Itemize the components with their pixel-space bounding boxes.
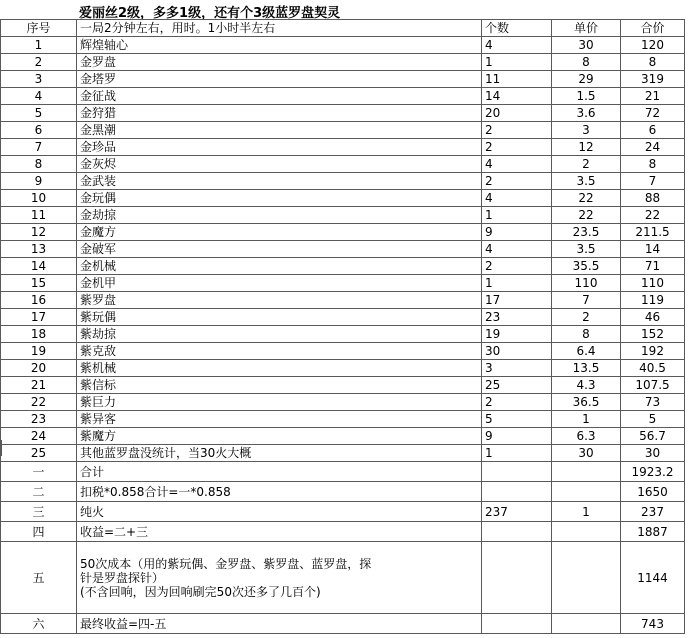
- cell-qty[interactable]: 2: [482, 394, 552, 411]
- cell-total[interactable]: 7: [621, 173, 685, 190]
- cell-seq[interactable]: 20: [1, 360, 77, 377]
- cell-name[interactable]: 金机甲: [77, 275, 482, 292]
- cell-qty[interactable]: 19: [482, 326, 552, 343]
- table-row: [1, 445, 685, 462]
- table-row: [1, 343, 685, 360]
- cell-price[interactable]: [552, 462, 621, 482]
- cell-seq[interactable]: 六: [1, 614, 77, 634]
- cell-total[interactable]: 110: [621, 275, 685, 292]
- cell-price[interactable]: 3.5: [552, 241, 621, 258]
- cell-price[interactable]: 22: [552, 190, 621, 207]
- cell-name[interactable]: 金玩偶: [77, 190, 482, 207]
- cell-seq[interactable]: 14: [1, 258, 77, 275]
- table-row: [1, 88, 685, 105]
- cell-name[interactable]: 金征战: [77, 88, 482, 105]
- cell-seq[interactable]: 二: [1, 482, 77, 502]
- cell-total[interactable]: 119: [621, 292, 685, 309]
- cell-price[interactable]: 6.4: [552, 343, 621, 360]
- cell-name[interactable]: 金罗盘: [77, 54, 482, 71]
- cell-qty[interactable]: 4: [482, 37, 552, 54]
- cell-seq[interactable]: 5: [1, 105, 77, 122]
- cell-total[interactable]: 120: [621, 37, 685, 54]
- cell-total[interactable]: 237: [621, 502, 685, 522]
- cell-name[interactable]: 金魔方: [77, 224, 482, 241]
- cell-seq[interactable]: 8: [1, 156, 77, 173]
- cell-qty[interactable]: 23: [482, 309, 552, 326]
- cost-text-line3: (不含回响，因为回响刷完50次还多了几百个): [80, 584, 321, 599]
- cell-seq[interactable]: 23: [1, 411, 77, 428]
- cell-price[interactable]: 35.5: [552, 258, 621, 275]
- cell-seq[interactable]: 3: [1, 71, 77, 88]
- header-seq[interactable]: 序号: [1, 20, 77, 37]
- cell-name[interactable]: 辉煌轴心: [77, 37, 482, 54]
- cell-price[interactable]: 30: [552, 445, 621, 462]
- cell-qty[interactable]: 1: [482, 275, 552, 292]
- cell-seq[interactable]: 19: [1, 343, 77, 360]
- cell-total[interactable]: 8: [621, 156, 685, 173]
- cell-seq[interactable]: 21: [1, 377, 77, 394]
- cell-total[interactable]: 1923.2: [621, 462, 685, 482]
- cell-total[interactable]: 6: [621, 122, 685, 139]
- cell-price[interactable]: [552, 522, 621, 542]
- cell-name[interactable]: 金黑潮: [77, 122, 482, 139]
- table-row: [1, 360, 685, 377]
- table-row: [1, 54, 685, 71]
- cell-seq[interactable]: 24: [1, 428, 77, 445]
- cell-price[interactable]: 4.3: [552, 377, 621, 394]
- cell-qty[interactable]: [482, 522, 552, 542]
- cell-total[interactable]: 192: [621, 343, 685, 360]
- cell-qty[interactable]: [482, 614, 552, 634]
- cell-name[interactable]: 紫玩偶: [77, 309, 482, 326]
- cell-name[interactable]: 金武装: [77, 173, 482, 190]
- cell-seq[interactable]: 7: [1, 139, 77, 156]
- cell-price[interactable]: 12: [552, 139, 621, 156]
- cell-price[interactable]: 22: [552, 207, 621, 224]
- cell-qty[interactable]: 2: [482, 122, 552, 139]
- cost-text-line2: 针是罗盘探针）: [80, 570, 165, 585]
- cell-price[interactable]: 3.5: [552, 173, 621, 190]
- cell-price[interactable]: 3.6: [552, 105, 621, 122]
- cell-total[interactable]: 1650: [621, 482, 685, 502]
- cell-seq[interactable]: 三: [1, 502, 77, 522]
- cell-name[interactable]: 金破军: [77, 241, 482, 258]
- cell-qty[interactable]: 1: [482, 54, 552, 71]
- cell-name[interactable]: 紫罗盘: [77, 292, 482, 309]
- cell-price[interactable]: 1: [552, 502, 621, 522]
- cell-name[interactable]: 紫机械: [77, 360, 482, 377]
- cell-price[interactable]: 29: [552, 71, 621, 88]
- cell-name[interactable]: 扣税*0.858合计=一*0.858: [77, 482, 482, 502]
- cell-qty[interactable]: 9: [482, 224, 552, 241]
- cell-qty[interactable]: 11: [482, 71, 552, 88]
- cell-qty[interactable]: 2: [482, 258, 552, 275]
- table-row: [1, 326, 685, 343]
- cell-price[interactable]: 2: [552, 309, 621, 326]
- cell-total[interactable]: 14: [621, 241, 685, 258]
- cell-name[interactable]: 紫魔方: [77, 428, 482, 445]
- header-total[interactable]: 合价: [621, 20, 685, 37]
- cell-qty[interactable]: 4: [482, 241, 552, 258]
- title-row: [0, 0, 689, 19]
- cell-total[interactable]: 211.5: [621, 224, 685, 241]
- cell-total[interactable]: 71: [621, 258, 685, 275]
- cell-seq[interactable]: 13: [1, 241, 77, 258]
- cell-qty[interactable]: 4: [482, 156, 552, 173]
- cell-price[interactable]: 3: [552, 122, 621, 139]
- cell-name[interactable]: 紫异客: [77, 411, 482, 428]
- summary-row: [1, 462, 685, 482]
- table-row: [1, 411, 685, 428]
- cell-total[interactable]: 319: [621, 71, 685, 88]
- header-qty[interactable]: 个数: [482, 20, 552, 37]
- cell-qty[interactable]: 9: [482, 428, 552, 445]
- cell-seq[interactable]: 9: [1, 173, 77, 190]
- cell-total[interactable]: 743: [621, 614, 685, 634]
- table-row: [1, 139, 685, 156]
- cell-price[interactable]: 8: [552, 54, 621, 71]
- summary-row: [1, 502, 685, 522]
- cell-seq[interactable]: 四: [1, 522, 77, 542]
- cell-total[interactable]: 73: [621, 394, 685, 411]
- cell-total[interactable]: 8: [621, 54, 685, 71]
- cell-seq[interactable]: 2: [1, 54, 77, 71]
- cell-qty[interactable]: 1: [482, 445, 552, 462]
- header-name[interactable]: 一局2分钟左右，用时。1小时半左右: [77, 20, 482, 37]
- table-row: [1, 292, 685, 309]
- cell-seq[interactable]: 18: [1, 326, 77, 343]
- cell-total[interactable]: 152: [621, 326, 685, 343]
- table-row: [1, 377, 685, 394]
- cell-price[interactable]: 1: [552, 411, 621, 428]
- sheet-title: 爱丽丝2级，多多1级，还有个3级蓝罗盘契灵: [79, 6, 341, 21]
- cell-price[interactable]: 2: [552, 156, 621, 173]
- final-row: [1, 614, 685, 634]
- cell-name[interactable]: 紫巨力: [77, 394, 482, 411]
- table-row: [1, 309, 685, 326]
- cell-seq[interactable]: 11: [1, 207, 77, 224]
- cell-seq[interactable]: 15: [1, 275, 77, 292]
- cell-total[interactable]: 22: [621, 207, 685, 224]
- cell-qty[interactable]: 25: [482, 377, 552, 394]
- cell-name[interactable]: 最终收益=四-五: [77, 614, 482, 634]
- cell-seq[interactable]: 1: [1, 37, 77, 54]
- cell-qty[interactable]: [482, 542, 552, 614]
- cell-name[interactable]: 纯火: [77, 502, 482, 522]
- cell-seq[interactable]: 4: [1, 88, 77, 105]
- cell-price[interactable]: 30: [552, 37, 621, 54]
- table-row: [1, 122, 685, 139]
- cell-price[interactable]: [552, 614, 621, 634]
- cell-seq[interactable]: 25: [1, 445, 77, 462]
- table-row: [1, 173, 685, 190]
- cell-name[interactable]: 紫信标: [77, 377, 482, 394]
- cell-total[interactable]: 24: [621, 139, 685, 156]
- header-price[interactable]: 单价: [552, 20, 621, 37]
- cell-name[interactable]: 紫劫掠: [77, 326, 482, 343]
- cell-name[interactable]: [77, 542, 482, 614]
- cell-name[interactable]: 合计: [77, 462, 482, 482]
- cell-total[interactable]: 72: [621, 105, 685, 122]
- cell-seq[interactable]: 17: [1, 309, 77, 326]
- cell-total[interactable]: 88: [621, 190, 685, 207]
- table-row: [1, 37, 685, 54]
- cell-qty[interactable]: [482, 462, 552, 482]
- cell-total[interactable]: 46: [621, 309, 685, 326]
- cell-name[interactable]: 金狩猎: [77, 105, 482, 122]
- cell-total[interactable]: 40.5: [621, 360, 685, 377]
- summary-row: [1, 482, 685, 502]
- table-row: [1, 394, 685, 411]
- cell-price[interactable]: 8: [552, 326, 621, 343]
- cell-total[interactable]: 107.5: [621, 377, 685, 394]
- table-row: [1, 241, 685, 258]
- cell-name[interactable]: 金珍品: [77, 139, 482, 156]
- cell-qty[interactable]: 3: [482, 360, 552, 377]
- cost-row: [1, 542, 685, 614]
- cell-price[interactable]: 6.3: [552, 428, 621, 445]
- cell-total[interactable]: 30: [621, 445, 685, 462]
- cell-price[interactable]: 13.5: [552, 360, 621, 377]
- cell-seq[interactable]: 22: [1, 394, 77, 411]
- cell-name[interactable]: 金机械: [77, 258, 482, 275]
- cell-name[interactable]: 金塔罗: [77, 71, 482, 88]
- cell-seq[interactable]: 五: [1, 542, 77, 614]
- table-row: [1, 71, 685, 88]
- cell-qty[interactable]: 2: [482, 139, 552, 156]
- cell-name[interactable]: 其他蓝罗盘没统计，当30火大概: [77, 445, 482, 462]
- cell-price[interactable]: 7: [552, 292, 621, 309]
- cell-qty[interactable]: 1: [482, 207, 552, 224]
- cell-price[interactable]: [552, 482, 621, 502]
- cell-qty[interactable]: 20: [482, 105, 552, 122]
- cell-total[interactable]: 21: [621, 88, 685, 105]
- cell-qty[interactable]: 4: [482, 190, 552, 207]
- cell-total[interactable]: 5: [621, 411, 685, 428]
- table-row: [1, 224, 685, 241]
- cell-seq[interactable]: 10: [1, 190, 77, 207]
- header-row: [1, 20, 685, 37]
- summary-row: [1, 522, 685, 542]
- cell-name[interactable]: 金劫掠: [77, 207, 482, 224]
- cell-name[interactable]: 收益=二+三: [77, 522, 482, 542]
- cell-qty[interactable]: 5: [482, 411, 552, 428]
- table-row: [1, 275, 685, 292]
- table-row: [1, 105, 685, 122]
- table-row: [1, 207, 685, 224]
- cell-seq[interactable]: 一: [1, 462, 77, 482]
- cell-total[interactable]: 56.7: [621, 428, 685, 445]
- cell-price[interactable]: [552, 542, 621, 614]
- cell-qty[interactable]: 14: [482, 88, 552, 105]
- table-row: [1, 156, 685, 173]
- cell-qty[interactable]: 2: [482, 173, 552, 190]
- cell-name[interactable]: 紫克敌: [77, 343, 482, 360]
- cell-qty[interactable]: [482, 482, 552, 502]
- cell-price[interactable]: 110: [552, 275, 621, 292]
- cell-qty[interactable]: 17: [482, 292, 552, 309]
- table-row: [1, 428, 685, 445]
- cell-seq[interactable]: 6: [1, 122, 77, 139]
- cell-qty[interactable]: 30: [482, 343, 552, 360]
- cost-text-line1: 50次成本（用的紫玩偶、金罗盘、紫罗盘、蓝罗盘，探: [80, 556, 372, 571]
- cell-price[interactable]: 36.5: [552, 394, 621, 411]
- data-table: [0, 19, 685, 634]
- cell-total[interactable]: 1887: [621, 522, 685, 542]
- cell-seq[interactable]: 12: [1, 224, 77, 241]
- cell-total[interactable]: 1144: [621, 542, 685, 614]
- cell-name[interactable]: 金灰烬: [77, 156, 482, 173]
- cell-seq[interactable]: 16: [1, 292, 77, 309]
- cell-price[interactable]: 23.5: [552, 224, 621, 241]
- cell-price[interactable]: 1.5: [552, 88, 621, 105]
- table-row: [1, 258, 685, 275]
- cell-qty[interactable]: 237: [482, 502, 552, 522]
- table-row: [1, 190, 685, 207]
